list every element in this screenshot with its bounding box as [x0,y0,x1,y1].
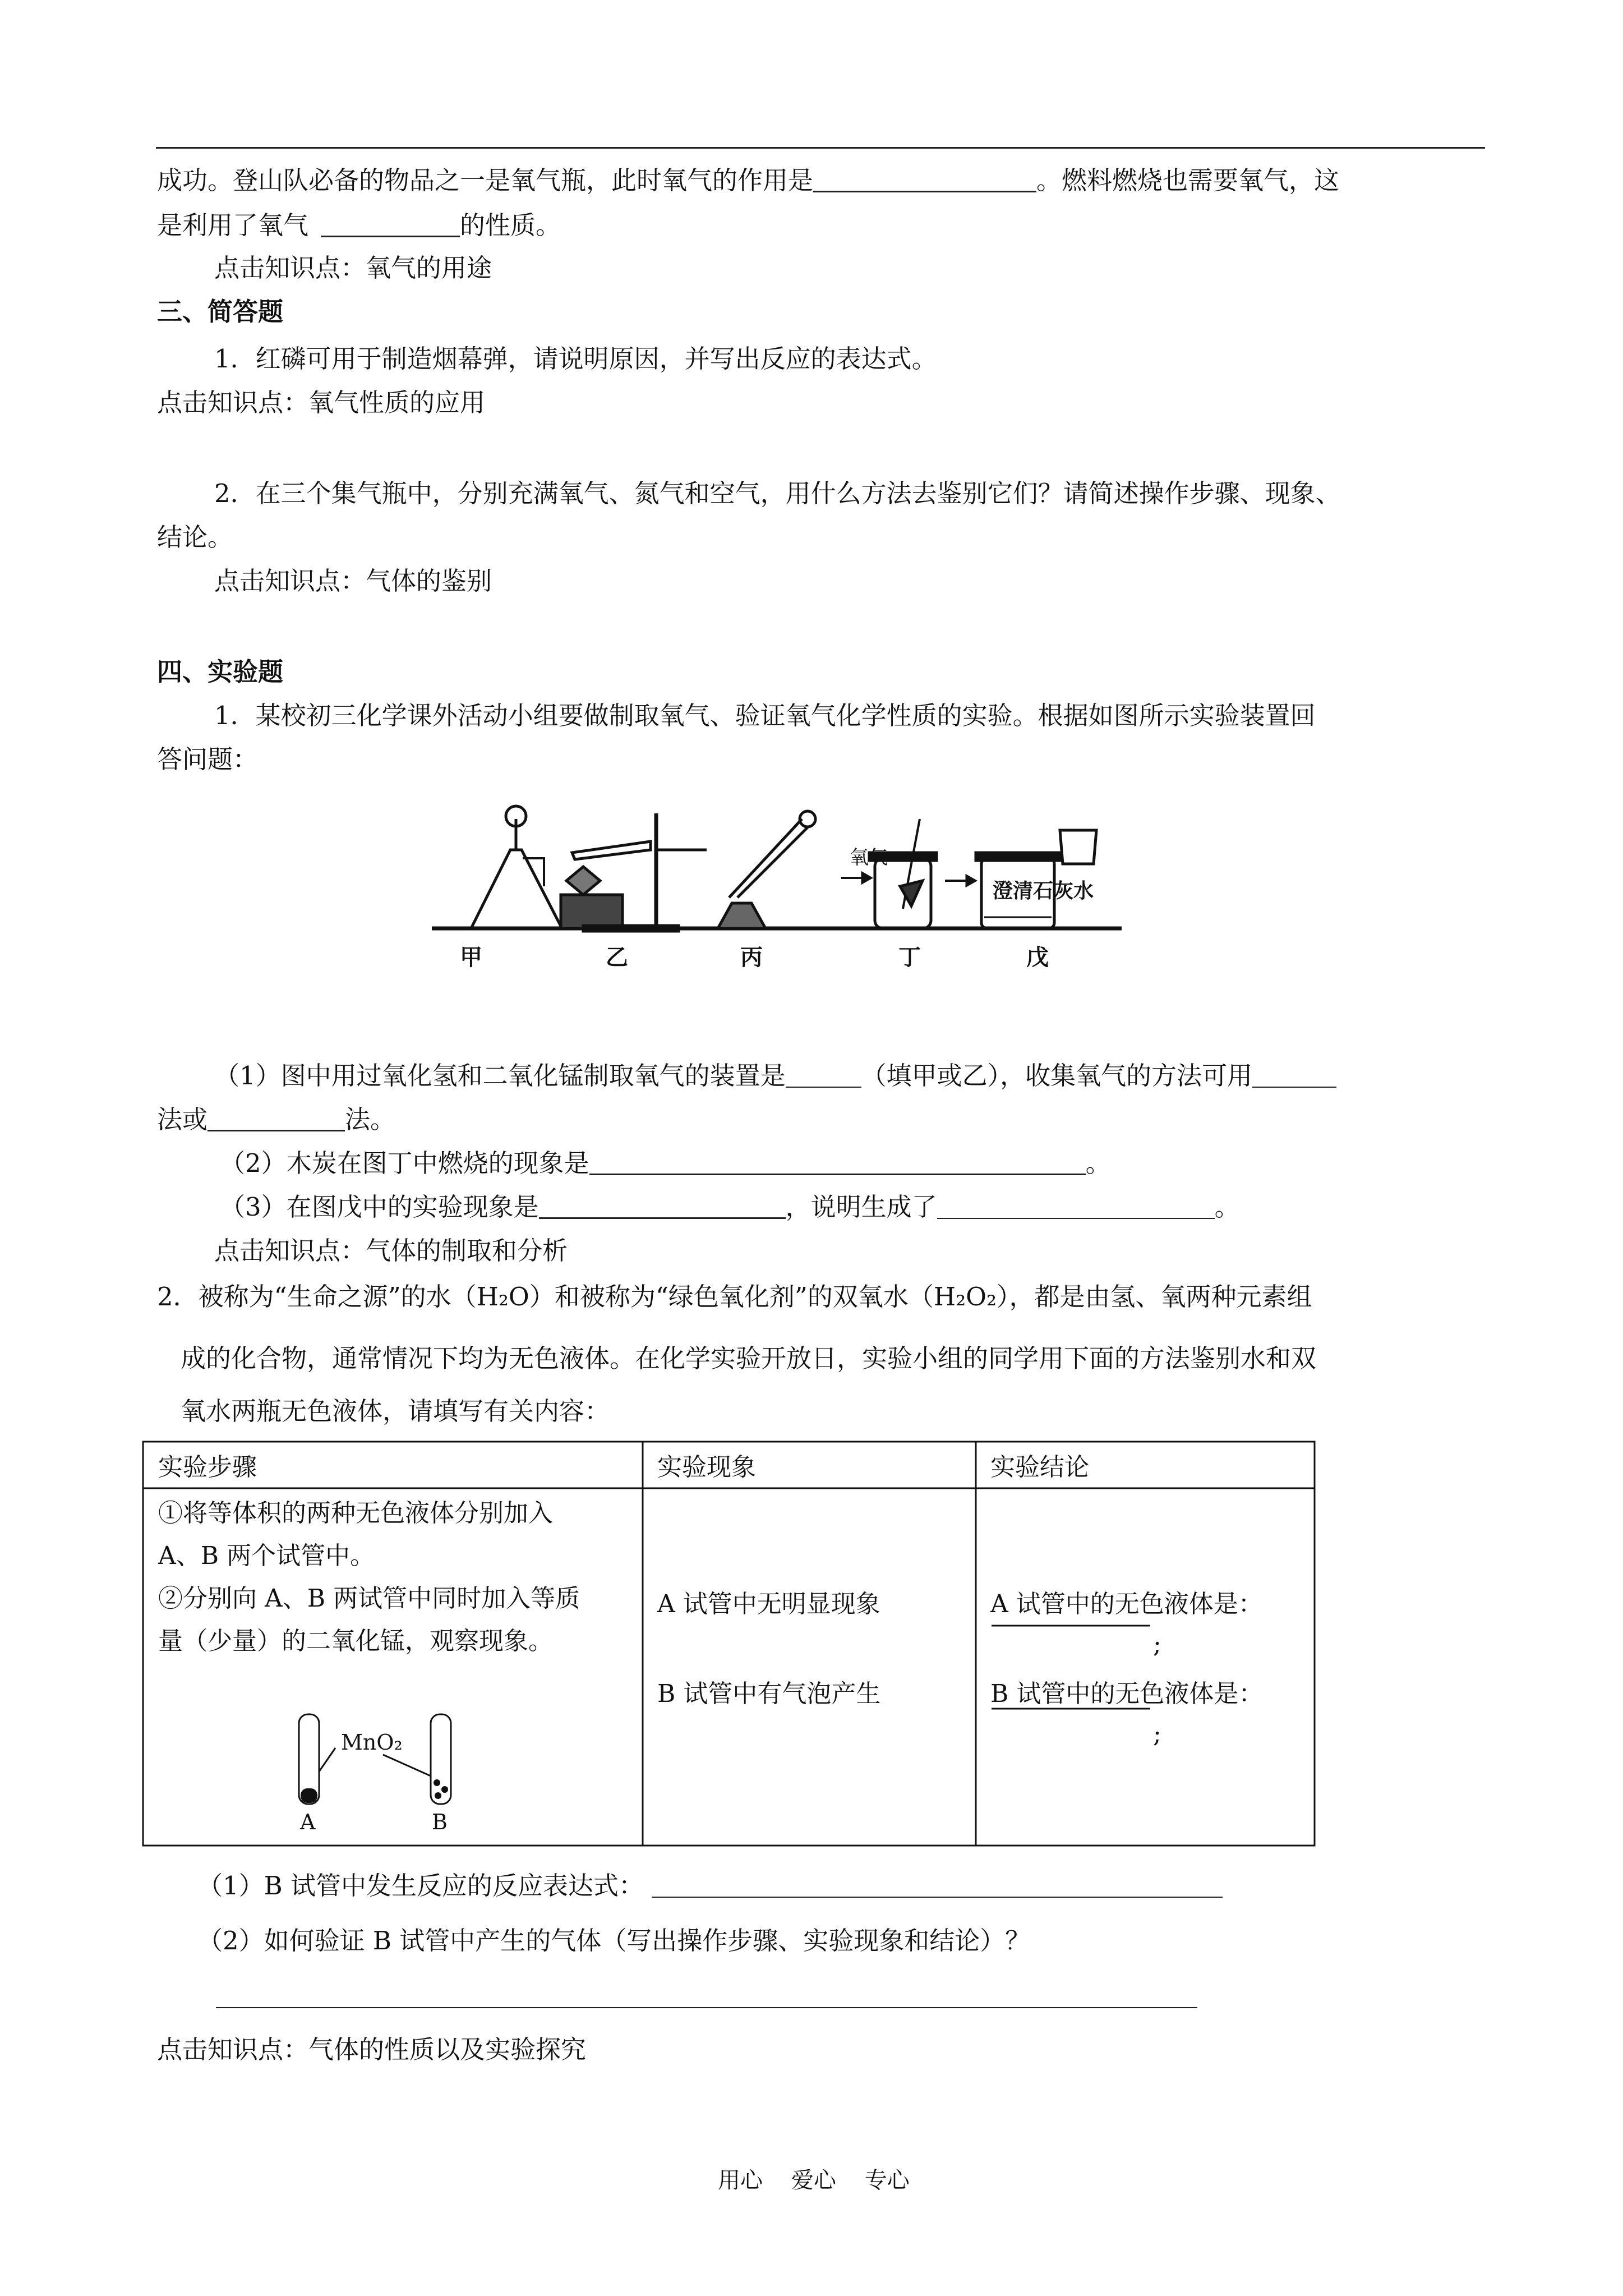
question-text: 2．被称为“生命之源”的水（H₂O）和被称为“绿色氧化剂”的双氧水（H₂O₂），都是由氢、氧两种元素组 [157,1282,1312,1312]
table-header: 实验结论 [990,1453,1089,1481]
page-footer: 用心 爱心 专心 [718,2168,910,2193]
answer-blank[interactable] [321,212,460,237]
tongs-icon [729,819,802,898]
conical-flask-icon [471,850,562,928]
question-line: （1）图中用过氧化氢和二氧化锰制取氧气的装置是 （填甲或乙），收集氧气的方法可用 [214,1059,1336,1093]
knowledge-link[interactable]: 点击知识点：氧气的用途 [214,253,492,283]
section-title: 四、实验题 [157,657,284,687]
question-text: 结论。 [157,522,233,552]
question-line: 成功。登山队必备的物品之一是氧气瓶，此时氧气的作用是 。燃料燃烧也需要氧气，这 [157,165,1340,195]
question-line: 是利用了氧气 的性质。 [157,210,561,240]
knowledge-link[interactable]: 点击知识点：气体的性质以及实验探究 [157,2035,587,2064]
semicolon: ; [1153,1630,1161,1659]
answer-blank[interactable] [786,1063,861,1088]
knowledge-link[interactable]: 点击知识点：气体的制取和分析 [214,1236,568,1266]
header-rule [156,147,1485,149]
test-tube-icon [572,841,651,859]
question-text: 答问题： [157,744,259,774]
question-text: 2．在三个集气瓶中，分别充满氧气、氮气和空气，用什么方法去鉴别它们？请简述操作步骤、现象、 [214,478,1341,508]
section-title: 三、简答题 [157,297,284,326]
lamp-block-icon [561,895,623,928]
question-line: 法或 法。 [157,1105,396,1134]
answer-blank[interactable] [216,2007,1197,2008]
answer-blank[interactable] [539,1194,786,1219]
question-line: （2）木炭在图丁中燃烧的现象是 。 [220,1148,1111,1178]
label-wu: 戊 [1026,945,1049,970]
table-cell: A、B 两个试管中。 [158,1542,375,1570]
tube-a-label: A [300,1810,316,1834]
answer-blank[interactable] [937,1194,1215,1219]
alcohol-lamp-icon [718,903,766,928]
beaker-icon [1060,830,1096,864]
answer-blank[interactable] [652,1873,1223,1898]
answer-blank[interactable] [813,167,1036,192]
question-text: 1．某校初三化学课外活动小组要做制取氧气、验证氧气化学性质的实验。根据如图所示实验装置回 [214,701,1316,730]
question-line: （1）B 试管中发生反应的反应表达式： [197,1869,1223,1903]
answer-blank[interactable] [208,1106,345,1131]
tube-b-label: B [432,1810,448,1834]
table-cell: A 试管中的无色液体是： [990,1590,1263,1618]
table-header: 实验现象 [657,1453,756,1481]
label-ding: 丁 [898,945,921,970]
answer-blank[interactable] [1252,1063,1336,1088]
knowledge-link[interactable]: 点击知识点：气体的鉴别 [214,566,492,596]
question-text: 氧水两瓶无色液体，请填写有关内容： [181,1396,610,1426]
question-text: 成的化合物，通常情况下均为无色液体。在化学实验开放日，实验小组的同学用下面的方法鉴别水和双 [181,1343,1317,1373]
table-header: 实验步骤 [158,1453,257,1481]
label-bing: 丙 [740,945,763,970]
knowledge-link[interactable]: 点击知识点：氧气性质的应用 [157,388,486,417]
table-cell: B 试管中的无色液体是： [990,1680,1264,1708]
oxygen-label: 氧气 [850,846,888,869]
question-text: 1．红磷可用于制造烟幕弹，请说明原因，并写出反应的表达式。 [214,344,937,374]
label-yi: 乙 [606,945,628,970]
limewater-label: 澄清石灰水 [993,880,1094,903]
table-cell: A 试管中无明显现象 [657,1590,880,1618]
mno2-label: MnO₂ [341,1730,403,1755]
label-jia: 甲 [460,945,482,970]
table-cell: 量（少量）的二氧化锰，观察现象。 [158,1627,553,1655]
question-text: （2）如何验证 B 试管中产生的气体（写出操作步骤、实验现象和结论）？ [197,1926,1031,1955]
semicolon: ; [1153,1720,1161,1749]
table-cell: B 试管中有气泡产生 [657,1680,881,1708]
table-cell: ②分别向 A、B 两试管中同时加入等质 [158,1584,580,1613]
table-cell: ①将等体积的两种无色液体分别加入 [158,1499,553,1527]
question-line: （3）在图戊中的实验现象是 ，说明生成了 。 [220,1192,1240,1222]
apparatus-figure [415,797,1144,976]
answer-blank[interactable] [589,1150,1086,1175]
